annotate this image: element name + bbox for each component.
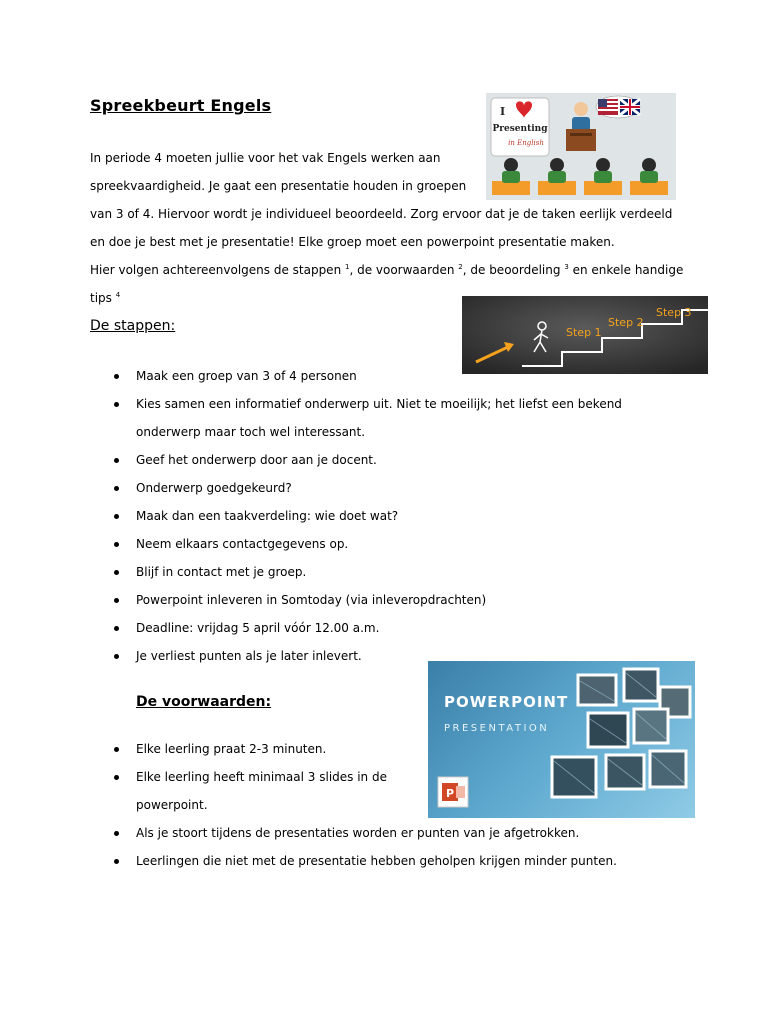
badge-presenting: Presenting <box>492 124 548 134</box>
list-item: Elke leerling heeft minimaal 3 slides in de <box>136 769 617 797</box>
intro-line-5: Hier volgen achtereenvolgens de stappen $^1$, de voorwaarden $^2$, de beoordeling $^3$ en enkele handige <box>90 263 684 277</box>
stappen-heading: De stappen: <box>90 318 176 334</box>
list-item: Als je stoort tijdens de presentaties worden er punten van je afgetrokken. <box>136 825 617 853</box>
steps-image <box>462 296 708 374</box>
badge-in-english: in English <box>508 139 544 147</box>
list-item: Powerpoint inleveren in Somtoday (via inleveropdrachten) <box>136 592 622 620</box>
list-item-continuation: onderwerp maar toch wel interessant. <box>136 425 366 439</box>
powerpoint-illustration <box>428 661 695 818</box>
presenting-in-english-image <box>486 93 676 200</box>
intro-line-6: tips $^4$ <box>90 291 121 305</box>
list-item: Blijf in contact met je groep. <box>136 564 622 592</box>
list-item: Neem elkaars contactgegevens op. <box>136 536 622 564</box>
step-2-label: Step 2 <box>608 316 644 329</box>
intro-line-2: spreekvaardigheid. Je gaat een presentatie houden in groepen <box>90 179 467 193</box>
list-item: Leerlingen die niet met de presentatie hebben geholpen krijgen minder punten. <box>136 853 617 881</box>
badge-i: I <box>500 105 506 118</box>
list-item: Onderwerp goedgekeurd? <box>136 480 622 508</box>
list-item: Maak dan een taakverdeling: wie doet wat? <box>136 508 622 536</box>
powerpoint-presentation-image <box>428 661 695 818</box>
list-item: Kies samen een informatief onderwerp uit. Niet te moeilijk; het liefst een bekend <box>136 396 622 424</box>
intro-line-4: en doe je best met je presentatie! Elke groep moet een powerpoint presentatie maken. <box>90 235 615 249</box>
step-1-label: Step 1 <box>566 326 602 339</box>
list-item: Maak een groep van 3 of 4 personen <box>136 368 622 396</box>
ppt-title: POWERPOINT <box>444 693 569 711</box>
presenting-illustration <box>486 93 676 200</box>
list-item: Je verliest punten als je later inlevert. <box>136 648 622 676</box>
list-item: Elke leerling praat 2-3 minuten. <box>136 741 617 769</box>
page-title: Spreekbeurt Engels <box>90 96 272 115</box>
steps-illustration <box>462 296 708 374</box>
list-item: Geef het onderwerp door aan je docent. <box>136 452 622 480</box>
list-item: Deadline: vrijdag 5 april vóór 12.00 a.m. <box>136 620 622 648</box>
ppt-logo-letter: P <box>445 787 455 800</box>
list-item-continuation: powerpoint. <box>136 798 208 812</box>
ppt-subtitle: PRESENTATION <box>444 723 550 734</box>
intro-line-3: van 3 of 4. Hiervoor wordt je individueel beoordeeld. Zorg ervoor dat je de taken eerlijk verdeeld <box>90 207 673 221</box>
voorwaarden-heading: De voorwaarden: <box>136 694 272 710</box>
intro-line-1: In periode 4 moeten jullie voor het vak Engels werken aan <box>90 151 441 165</box>
stappen-list <box>136 368 622 676</box>
step-3-label: Step 3 <box>656 306 692 319</box>
